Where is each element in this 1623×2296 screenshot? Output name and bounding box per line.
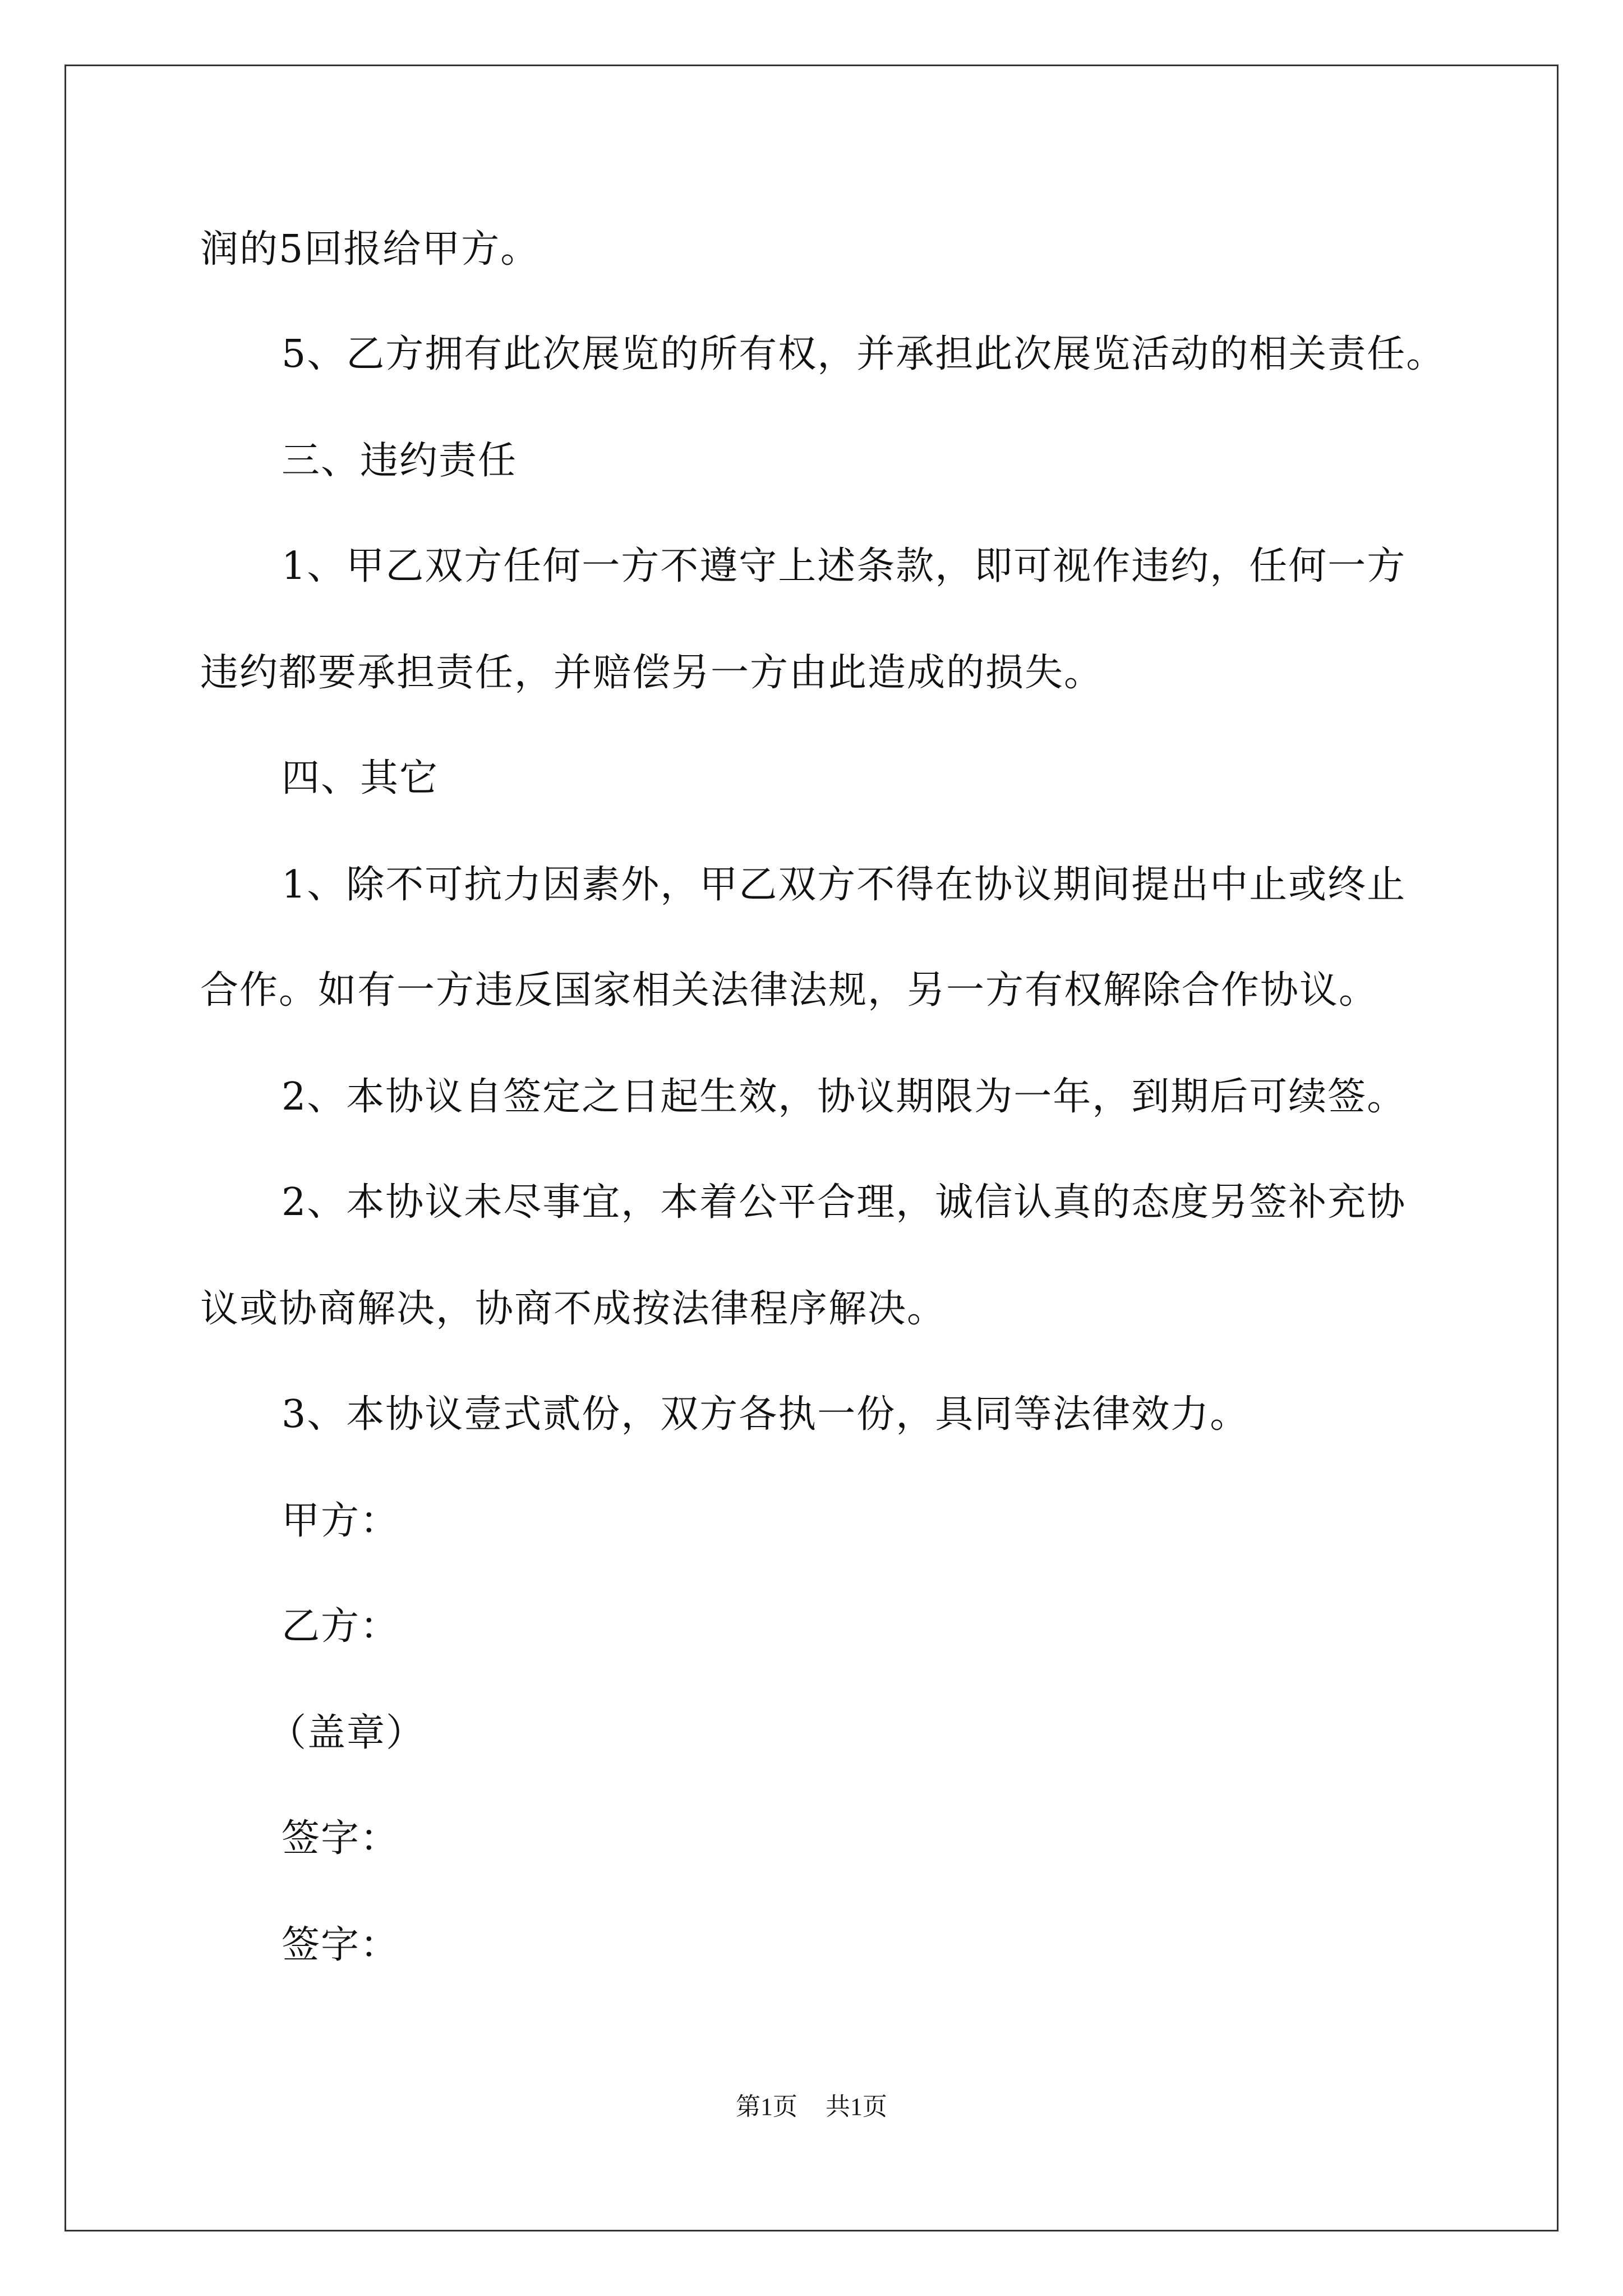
page-number: 第1页 <box>736 2093 797 2120</box>
section-heading: 四、其它 <box>282 756 439 800</box>
paragraph-line: 5、乙方拥有此次展览的所有权，并承担此次展览活动的相关责任。 <box>282 332 1446 376</box>
seal-label: （盖章） <box>268 1711 426 1755</box>
paragraph-line: 润的5回报给甲方。 <box>200 227 540 272</box>
paragraph-line: 2、本协议自签定之日起生效，协议期限为一年，到期后可续签。 <box>282 1075 1407 1119</box>
signature-label: 签字： <box>282 1816 400 1861</box>
paragraph-line: 合作。如有一方违反国家相关法律法规，另一方有权解除合作协议。 <box>200 968 1378 1013</box>
paragraph-line: 议或协商解决，协商不成按法律程序解决。 <box>200 1287 947 1331</box>
paragraph-line: 3、本协议壹式贰份，双方各执一份，具同等法律效力。 <box>282 1392 1249 1437</box>
paragraph-line: 1、除不可抗力因素外，甲乙双方不得在协议期间提出中止或终止 <box>282 863 1407 907</box>
page-total: 共1页 <box>826 2093 887 2120</box>
section-heading: 三、违约责任 <box>282 439 518 483</box>
paragraph-line: 1、甲乙双方任何一方不遵守上述条款，即可视作违约，任何一方 <box>282 544 1407 588</box>
signature-label: 签字： <box>282 1923 400 1967</box>
party-b-label: 乙方： <box>282 1604 400 1649</box>
page-border <box>64 65 1559 2231</box>
paragraph-line: 违约都要承担责任，并赔偿另一方由此造成的损失。 <box>200 651 1104 695</box>
page-footer <box>0 2091 1623 2123</box>
paragraph-line: 2、本协议未尽事宜，本着公平合理，诚信认真的态度另签补充协 <box>282 1180 1407 1225</box>
party-a-label: 甲方： <box>282 1499 400 1543</box>
